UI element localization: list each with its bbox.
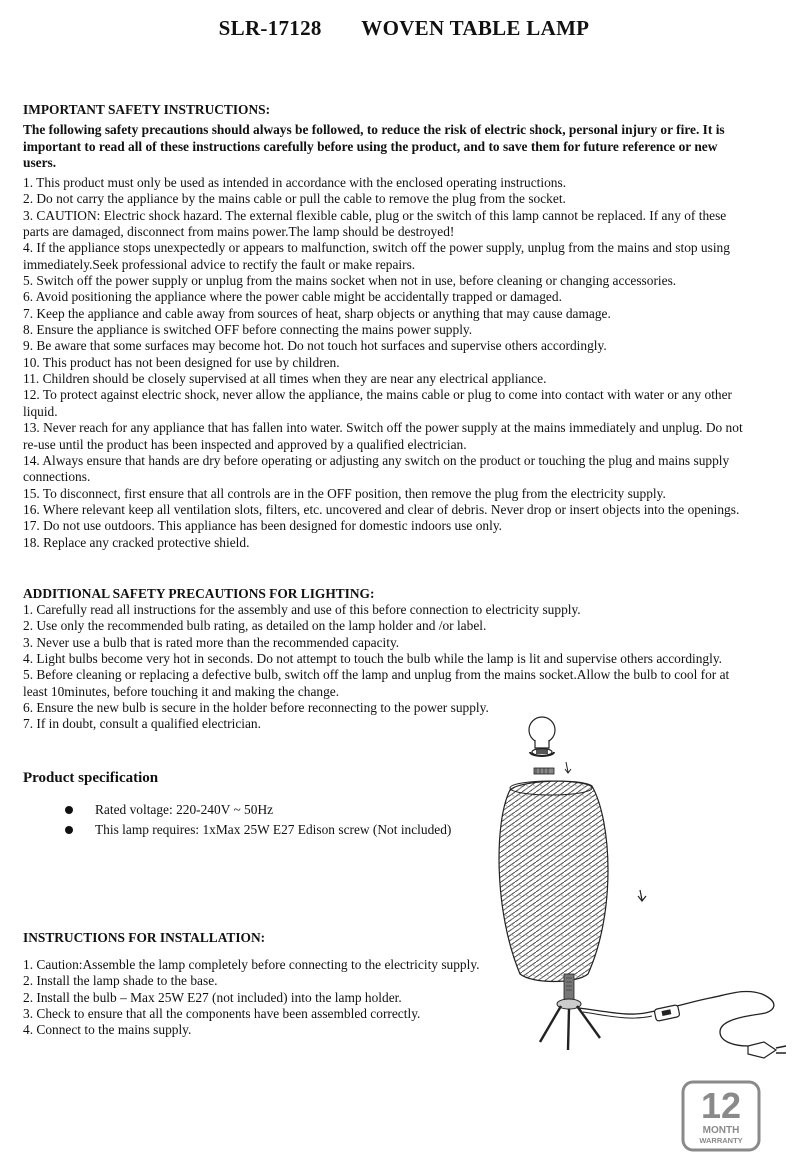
safety-item: 11. Children should be closely supervised at all times when they are near any electrical appliance. [23, 371, 547, 387]
lighting-item: 1. Carefully read all instructions for the assembly and use of this before connection to electricity supply. [23, 602, 581, 617]
safety-intro: The following safety precautions should always be followed, to reduce the risk of electric shock, personal injury or fire. It is important to read all of these instructions carefully before using the product, and to save them for future reference or new users. [23, 122, 725, 170]
lighting-item: 4. Light bulbs become very hot in seconds. Do not attempt to touch the bulb while the lamp is lit and supervise others accordingly. [23, 651, 723, 667]
installation-heading: INSTRUCTIONS FOR INSTALLATION: [23, 930, 266, 945]
safety-item: 15. To disconnect, first ensure that all controls are in the OFF position, then remove the plug from the electricity supply. [23, 485, 666, 501]
model-number: SLR-17128 [218, 16, 322, 40]
lighting-item: 3. Never use a bulb that is rated more than the recommended capacity. [23, 634, 400, 650]
installation-item: 3. Check to ensure that all the components have been assembled correctly. [23, 1006, 421, 1022]
arrow-icon [638, 890, 646, 901]
lamp-assembly-diagram [480, 712, 800, 1062]
specification-heading: Product specification [23, 770, 159, 786]
safety-item: 4. If the appliance stops unexpectedly or appears to malfunction, switch off the power supply, unplug from the mains and stop using immediately.Seek professional advice to rectify the fault or make repairs. [23, 240, 730, 272]
safety-item: 12. To protect against electric shock, never allow the appliance, the mains cable or plug to come into contact with water or any other liquid. [23, 387, 733, 419]
lighting-item: 6. Ensure the new bulb is secure in the holder before reconnecting to the power supply. [23, 700, 489, 716]
bullet-icon [65, 826, 73, 834]
warranty-line-2: WARRANTY [699, 1136, 743, 1145]
lighting-heading: ADDITIONAL SAFETY PRECAUTIONS FOR LIGHTING: [23, 586, 375, 601]
lighting-item: 2. Use only the recommended bulb rating, as detailed on the lamp holder and /or label. [23, 618, 487, 634]
safety-item: 17. Do not use outdoors. This appliance has been designed for domestic indoors use only. [23, 518, 503, 534]
lighting-item: 7. If in doubt, consult a qualified electrician. [23, 716, 261, 732]
installation-item: 2. Install the lamp shade to the base. [23, 973, 218, 989]
safety-heading: IMPORTANT SAFETY INSTRUCTIONS: [23, 102, 271, 117]
safety-item: 13. Never reach for any appliance that has fallen into water. Switch off the power supply at the mains immediately and unplug. Do not re-use until the product has been inspected and approved by a qualified electrician. [23, 420, 743, 452]
installation-item: 2. Install the bulb – Max 25W E27 (not included) into the lamp holder. [23, 989, 402, 1005]
safety-item: 1. This product must only be used as intended in accordance with the enclosed operating instructions. [23, 175, 567, 190]
safety-item: 18. Replace any cracked protective shield. [23, 534, 250, 550]
document-title [0, 16, 808, 41]
installation-list [23, 957, 493, 1039]
specification-list [60, 802, 451, 842]
safety-item: 3. CAUTION: Electric shock hazard. The external flexible cable, plug or the switch of this lamp cannot be replaced. If any of these parts are damaged, disconnect from mains power.The lamp should be destroyed! [23, 207, 727, 240]
installation-item: 4. Connect to the mains supply. [23, 1022, 192, 1038]
safety-item: 6. Avoid positioning the appliance where the power cable might be accidentally trapped or damaged. [23, 289, 562, 305]
woven-shade-icon [499, 781, 608, 981]
warranty-number: 12 [700, 1085, 742, 1126]
safety-item: 5. Switch off the power supply or unplug from the mains socket when not in use, before cleaning or changing accessories. [23, 273, 677, 289]
bullet-icon [65, 806, 73, 814]
safety-item: 14. Always ensure that hands are dry before operating or adjusting any switch on the product or touching the plug and mains supply connections. [23, 452, 730, 485]
safety-item: 8. Ensure the appliance is switched OFF before connecting the mains power supply. [23, 322, 473, 338]
spec-item: This lamp requires: 1xMax 25W E27 Edison screw (Not included) [60, 822, 451, 842]
safety-item: 16. Where relevant keep all ventilation slots, filters, etc. uncovered and clear of debris. Never drop or insert objects into the openings. [23, 501, 740, 517]
bulb-icon [529, 717, 555, 756]
installation-item: 1. Caution:Assemble the lamp completely before connecting to the electricity supply. [23, 957, 480, 972]
tripod-base-icon [540, 974, 600, 1050]
warranty-line-1: MONTH [702, 1125, 740, 1136]
product-name: WOVEN TABLE LAMP [361, 16, 590, 40]
safety-item: 2. Do not carry the appliance by the mains cable or pull the cable to remove the plug from the socket. [23, 191, 566, 207]
lighting-item: 5. Before cleaning or replacing a defective bulb, switch off the lamp and unplug from the mains socket.Allow the bulb to cool for at least 10minutes, before touching it and making the change. [23, 667, 730, 699]
warranty-badge [681, 1080, 761, 1152]
safety-item: 10. This product has not been designed for use by children. [23, 354, 340, 370]
lamp-holder-ring-icon [534, 762, 571, 774]
safety-list [23, 175, 751, 551]
safety-item: 7. Keep the appliance and cable away from sources of heat, sharp objects or anything that may cause damage. [23, 305, 611, 321]
spec-item: Rated voltage: 220-240V ~ 50Hz [60, 802, 451, 822]
safety-item: 9. Be aware that some surfaces may become hot. Do not touch hot surfaces and supervise others accordingly. [23, 338, 607, 354]
cable-switch-plug-icon [579, 991, 786, 1058]
